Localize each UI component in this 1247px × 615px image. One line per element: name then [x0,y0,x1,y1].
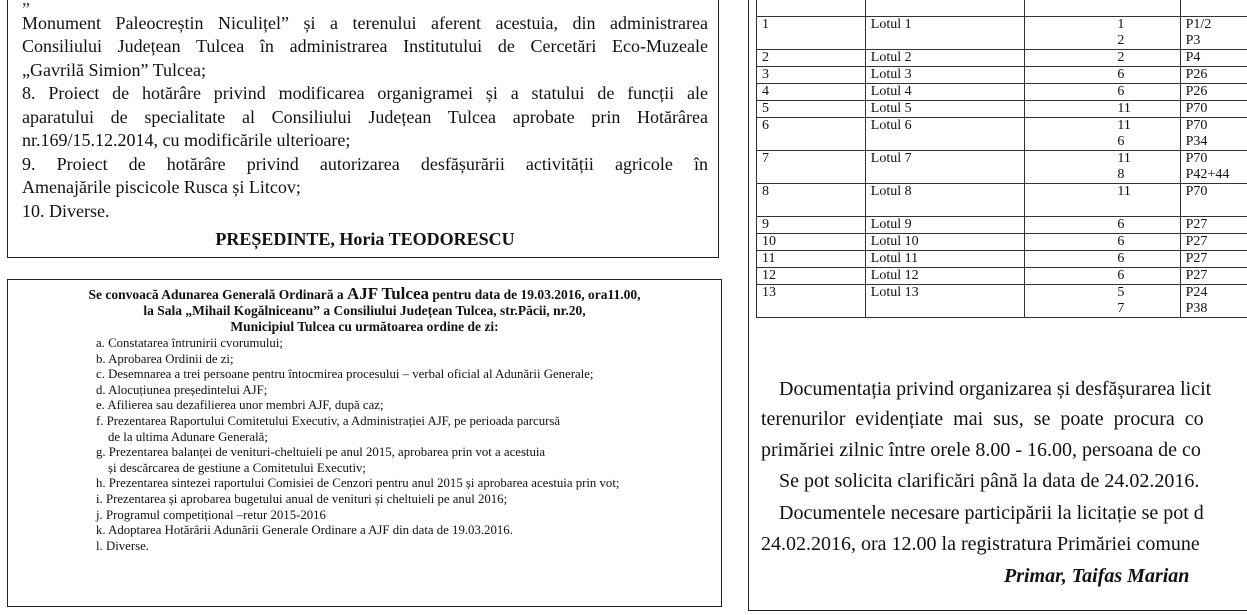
cell-parcel [1180,285,1247,318]
lots-table-body [757,0,1247,318]
cell-quantity [1025,268,1180,285]
cell-parcel-value: P26 [1185,84,1208,99]
cell-number [757,84,866,101]
cell-quantity-value: 2 [1117,50,1125,65]
cell-quantity-value: 8 [1117,167,1125,182]
cell-parcel-value: P70 [1185,184,1208,199]
cell-number [757,67,866,84]
table-row [757,17,1247,50]
cell-parcel-value: P24 [1185,285,1208,300]
cell-quantity [1025,184,1180,217]
cell-lot [865,0,1025,17]
cell-quantity-value: 11 [1117,151,1131,166]
list-item-text: h. Prezentarea sintezei raportului Comisiei de Cenzori pentru anul 2015 și aprobarea acestuia prin vot; [96,476,620,491]
cell-quantity [1025,50,1180,67]
cell-number-value: 13 [762,285,776,300]
cell-quantity-value: 6 [1117,268,1125,283]
agenda-line-7: 9. Proiect de hotărâre privind autorizarea desfășurării activității agricole în [22,153,708,174]
list-item-text: l. Diverse. [96,538,149,553]
cell-lot-value: Lotul 8 [870,184,912,199]
cell-lot-value: Lotul 1 [870,17,912,32]
cell-parcel-value: P70 [1185,151,1208,166]
list-item [96,523,713,539]
agenda-line-6: nr.169/15.12.2014, cu modificările ulterioare; [22,130,351,150]
list-item-continuation: și descărcarea de gestiune a Comitetului Executiv; [108,460,366,475]
cell-lot-value: Lotul 7 [870,151,912,166]
cell-lot [865,234,1025,251]
table-row [757,50,1247,67]
cell-parcel [1180,101,1247,118]
cell-parcel-value: P38 [1185,301,1208,316]
cell-quantity-value: 11 [1117,118,1131,133]
agenda-line-2: Consiliului Județean Tulcea în administrarea Institutului de Cercetări Eco-Muzeale [22,36,708,56]
list-item-text: k. Adoptarea Hotărârii Adunării Generale Ordinare a AJF din data de 19.03.2016. [96,523,513,538]
cell-lot-value [871,0,1025,16]
cell-quantity [1025,84,1180,101]
cell-number [757,151,866,184]
list-item-text: e. Afilierea sau dezafilierea unor membri AJF, după caz; [96,398,384,413]
list-item-continuation: de la ultima Adunare Generală; [108,429,268,444]
cell-lot-value: Lotul 12 [870,268,919,283]
table-row [757,84,1247,101]
cell-number-value: 7 [762,151,769,166]
cell-lot [865,184,1025,217]
cell-number-value [762,0,865,16]
cell-parcel [1180,84,1247,101]
cell-number-value: 9 [762,217,769,232]
list-item [96,476,713,492]
table-row [757,0,1247,17]
cell-quantity-value: 2 [1117,33,1125,48]
cell-number-value: 2 [762,50,769,65]
convocation-header [16,286,713,303]
cell-number [757,251,866,268]
list-item [96,492,713,508]
cell-lot-value: Lotul 4 [870,84,912,99]
cell-number-value: 12 [762,268,776,283]
cell-quantity [1025,217,1180,234]
list-item [96,398,713,414]
cell-lot [865,268,1025,285]
list-item-text: g. Prezentarea balanței de venituri-cheltuieli pe anul 2015, aprobarea prin vot a acestuia [96,445,546,460]
auction-text-line-5: Documentele necesare participării la licitație se pot d [779,502,1204,524]
cell-parcel-value: P27 [1185,251,1208,266]
cell-quantity [1025,101,1180,118]
agenda-line-4: 8. Proiect de hotărâre privind modificarea organigramei și a statului de funcții ale [22,83,708,103]
cell-number [757,50,866,67]
auction-text-line-3: primăriei zilnic între orele 8.00 - 16.00, persoana de co [761,439,1201,461]
cell-parcel-value [1186,0,1247,16]
cell-number [757,268,866,285]
cell-lot-value: Lotul 5 [870,101,912,116]
president-signature: PREȘEDINTE, Horia TEODORESCU [215,229,515,249]
cell-lot [865,217,1025,234]
cell-parcel [1180,184,1247,217]
list-item [96,367,713,383]
cell-number-value: 6 [762,118,769,133]
auction-text-line-6: 24.02.2016, ora 12.00 la registratura Primăriei comune [761,533,1200,555]
cell-quantity [1025,234,1180,251]
list-item [96,508,713,524]
table-row [757,184,1247,217]
cut-off-line [22,0,708,12]
auction-notice-box [748,0,1247,611]
agenda-box-council [7,0,719,258]
cell-lot-value: Lotul 6 [870,118,912,133]
cell-parcel [1180,0,1247,17]
cell-number-value: 5 [762,101,769,116]
cell-lot-value: Lotul 3 [870,67,912,82]
agenda-line-3: „Gavrilă Simion” Tulcea; [22,59,206,80]
mayor-signature: Primar, Taifas Marian [1004,565,1190,587]
cell-quantity-value: 6 [1117,134,1125,149]
cell-parcel [1180,217,1247,234]
list-item-text: c. Desemnarea a trei persoane pentru întocmirea procesului – verbal oficial al Adunării Generale; [96,367,594,382]
cell-lot [865,84,1025,101]
table-row [757,217,1247,234]
cell-number [757,118,866,151]
cell-quantity [1025,285,1180,318]
cell-number [757,234,866,251]
cell-number-value: 4 [762,84,769,99]
table-row [757,67,1247,84]
cell-parcel-value: P3 [1185,33,1201,48]
list-item-text: f. Prezentarea Raportului Comitetului Executiv, a Administrației AJF, pe perioada parcursă [96,413,561,428]
cell-parcel-value: P70 [1185,101,1208,116]
cell-lot-value: Lotul 11 [870,251,919,266]
cell-number-value: 11 [762,251,776,266]
cell-quantity-value: 6 [1117,84,1125,99]
cell-number [757,101,866,118]
cell-lot [865,17,1025,50]
cell-quantity [1025,251,1180,268]
cell-parcel [1180,268,1247,285]
list-item [96,352,713,368]
list-item [96,336,713,352]
cell-parcel-value: P34 [1185,134,1208,149]
cell-quantity-value: 6 [1117,251,1125,266]
lots-table [756,0,1247,318]
cell-parcel-value: P27 [1185,217,1208,232]
cell-quantity-value: 11 [1117,101,1131,116]
cell-parcel-value: P42+44 [1185,167,1230,182]
cell-quantity [1025,0,1180,17]
cell-quantity [1025,67,1180,84]
list-item [96,445,713,476]
convocation-header-part1: Se convoacă Adunarea Generală Ordinară a [88,287,347,302]
list-item [96,539,713,555]
convocation-header-org: AJF Tulcea [346,284,429,303]
auction-text-line-4: Se pot solicita clarificări până la data de 24.02.2016. [779,470,1200,492]
cell-number-value: 8 [762,184,769,199]
cell-lot-value: Lotul 13 [870,285,919,300]
cell-quantity [1025,118,1180,151]
cell-number [757,285,866,318]
cell-quantity-value: 6 [1117,234,1125,249]
cell-quantity [1025,151,1180,184]
cell-parcel-value: P4 [1185,50,1201,65]
agenda-line-5: aparatului de specialitate al Consiliului Județean Tulcea aprobate prin Hotărârea [22,106,708,127]
cell-parcel [1180,17,1247,50]
cell-lot [865,118,1025,151]
convocation-agenda-title: Municipiul Tulcea cu următoarea ordine de zi: [230,319,499,334]
convocation-agenda-list [16,336,713,554]
list-item-text: a. Constatarea întrunirii cvorumului; [96,336,283,350]
cell-parcel-value: P1/2 [1185,17,1212,32]
list-item-text: i. Prezentarea și aprobarea bugetului anual de venituri și cheltuieli pe anul 2016; [96,491,508,506]
cell-quantity-value: 7 [1117,301,1125,316]
cell-lot [865,285,1025,318]
cell-number [757,184,866,217]
table-row [757,101,1247,118]
cell-quantity-value [1117,200,1179,216]
cell-lot [865,50,1025,67]
cell-lot [865,67,1025,84]
cell-number [757,17,866,50]
cell-parcel [1180,118,1247,151]
agenda-line-1: Monument Paleocreștin Niculițel” și a terenului aferent acestuia, din administrarea [22,12,708,33]
table-row [757,285,1247,318]
list-item-text: j. Programul competițional –retur 2015-2016 [96,507,326,522]
agenda-line-9: 10. Diverse. [22,200,110,221]
cell-quantity [1025,17,1180,50]
cell-number-value: 1 [762,17,769,32]
convocation-header-part2: pentru data de 19.03.2016, ora11.00, [429,287,641,302]
cell-quantity-value: 5 [1117,285,1125,300]
cell-quantity-value [1117,0,1179,16]
table-row [757,268,1247,285]
table-row [757,151,1247,184]
cell-quantity-value: 6 [1117,217,1125,232]
ajf-convocation-box [7,279,722,607]
agenda-line-8: Amenajările piscicole Rusca și Litcov; [22,177,301,197]
cell-parcel-value: P26 [1185,67,1208,82]
cell-lot [865,251,1025,268]
cell-quantity-value: 11 [1117,184,1131,199]
cell-lot [865,101,1025,118]
table-row [757,234,1247,251]
cell-parcel [1180,151,1247,184]
cell-parcel-value [1186,200,1247,216]
list-item-text: d. Alocuțiunea președintelui AJF; [96,382,268,397]
list-item-text: b. Aprobarea Ordinii de zi; [96,351,234,366]
cell-parcel [1180,50,1247,67]
cell-parcel [1180,67,1247,84]
cell-parcel-value: P27 [1185,234,1208,249]
cell-lot [865,151,1025,184]
cell-quantity-value: 1 [1117,17,1125,32]
cell-parcel [1180,251,1247,268]
convocation-venue: la Sala „Mihail Kogălniceanu” a Consiliului Județean Tulcea, str.Păcii, nr.20, [143,303,586,318]
auction-text-line-1: Documentația privind organizarea și desfășurarea licit [779,378,1212,400]
cell-lot-value: Lotul 2 [870,50,912,65]
cell-number-value: 3 [762,67,769,82]
auction-text-line-2: terenurilor evidențiate mai sus, se poate procura co [761,408,1204,430]
cell-quantity-value: 6 [1117,67,1125,82]
cell-number-value: 10 [762,234,776,249]
cell-parcel-value: P27 [1185,268,1208,283]
cell-parcel [1180,234,1247,251]
cell-lot-value: Lotul 9 [870,217,912,232]
cell-number [757,0,866,17]
table-row [757,251,1247,268]
list-item [96,383,713,399]
cell-parcel-value: P70 [1185,118,1208,133]
cell-number [757,217,866,234]
list-item [96,414,713,445]
table-row [757,118,1247,151]
cell-lot-value: Lotul 10 [870,234,919,249]
